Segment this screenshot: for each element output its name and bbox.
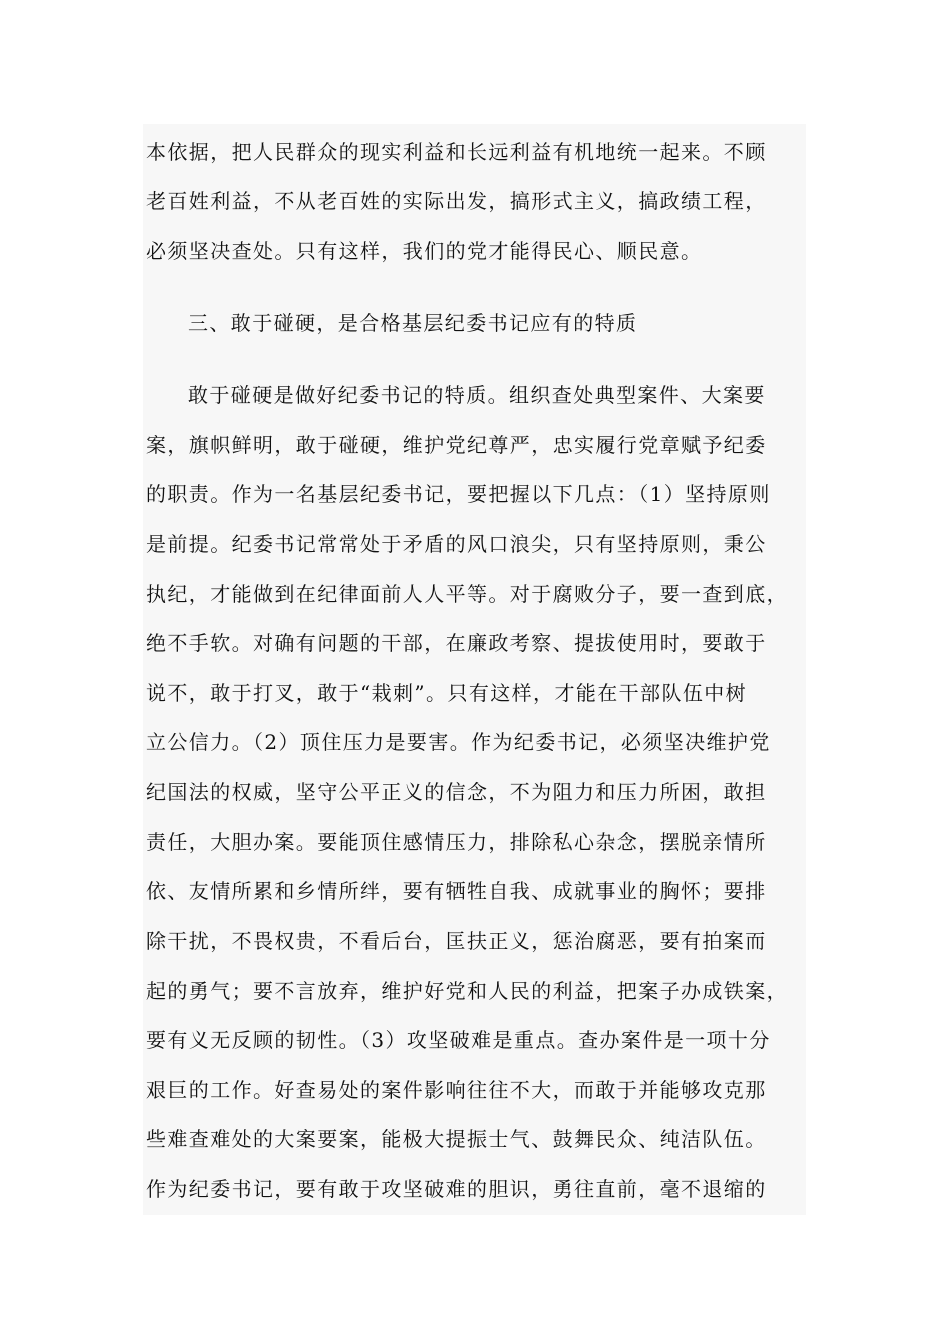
text-line: 说不，敢于打叉，敢于“栽刺”。只有这样，才能在干部队伍中树	[146, 681, 748, 705]
text-line: 艰巨的工作。好查易处的案件影响往往不大，而敢于并能够攻克那	[146, 1078, 767, 1102]
section-heading: 三、敢于碰硬，是合格基层纪委书记应有的特质	[188, 311, 638, 335]
text-line: 老百姓利益，不从老百姓的实际出发，搞形式主义，搞政绩工程，	[146, 189, 767, 213]
text-line: 案，旗帜鲜明，敢于碰硬，维护党纪尊严，忠实履行党章赋予纪委	[146, 433, 767, 457]
text-line: 起的勇气；要不言放弃，维护好党和人民的利益，把案子办成铁案，	[146, 979, 788, 1003]
text-line: 责任，大胆办案。要能顶住感情压力，排除私心杂念，摆脱亲情所	[146, 830, 767, 854]
text-line: 执纪，才能做到在纪律面前人人平等。对于腐败分子，要一查到底，	[146, 582, 788, 606]
text-line: 纪国法的权威，坚守公平正义的信念，不为阻力和压力所困，敢担	[146, 780, 767, 804]
text-line: 除干扰，不畏权贵，不看后台，匡扶正义，惩治腐恶，要有拍案而	[146, 929, 767, 953]
text-line: 必须坚决查处。只有这样，我们的党才能得民心、顺民意。	[146, 239, 703, 263]
text-line: 些难查难处的大案要案，能极大提振士气、鼓舞民众、纯洁队伍。	[146, 1127, 767, 1151]
text-line: 的职责。作为一名基层纪委书记，要把握以下几点：（1）坚持原则	[146, 482, 771, 506]
text-line: 作为纪委书记，要有敢于攻坚破难的胆识，勇往直前，毫不退缩的	[146, 1177, 767, 1201]
text-line: 立公信力。（2）顶住压力是要害。作为纪委书记，必须坚决维护党	[146, 730, 771, 754]
text-line: 绝不手软。对确有问题的干部，在廉政考察、提拔使用时，要敢于	[146, 631, 767, 655]
text-line: 依、友情所累和乡情所绊，要有牺牲自我、成就事业的胸怀；要排	[146, 879, 767, 903]
document-text-block	[143, 124, 806, 1215]
text-line: 要有义无反顾的韧性。（3）攻坚破难是重点。查办案件是一项十分	[146, 1028, 771, 1052]
text-line: 是前提。纪委书记常常处于矛盾的风口浪尖，只有坚持原则，秉公	[146, 532, 767, 556]
text-line: 本依据，把人民群众的现实利益和长远利益有机地统一起来。不顾	[146, 140, 767, 164]
paragraph-first-line: 敢于碰硬是做好纪委书记的特质。组织查处典型案件、大案要	[188, 383, 766, 407]
